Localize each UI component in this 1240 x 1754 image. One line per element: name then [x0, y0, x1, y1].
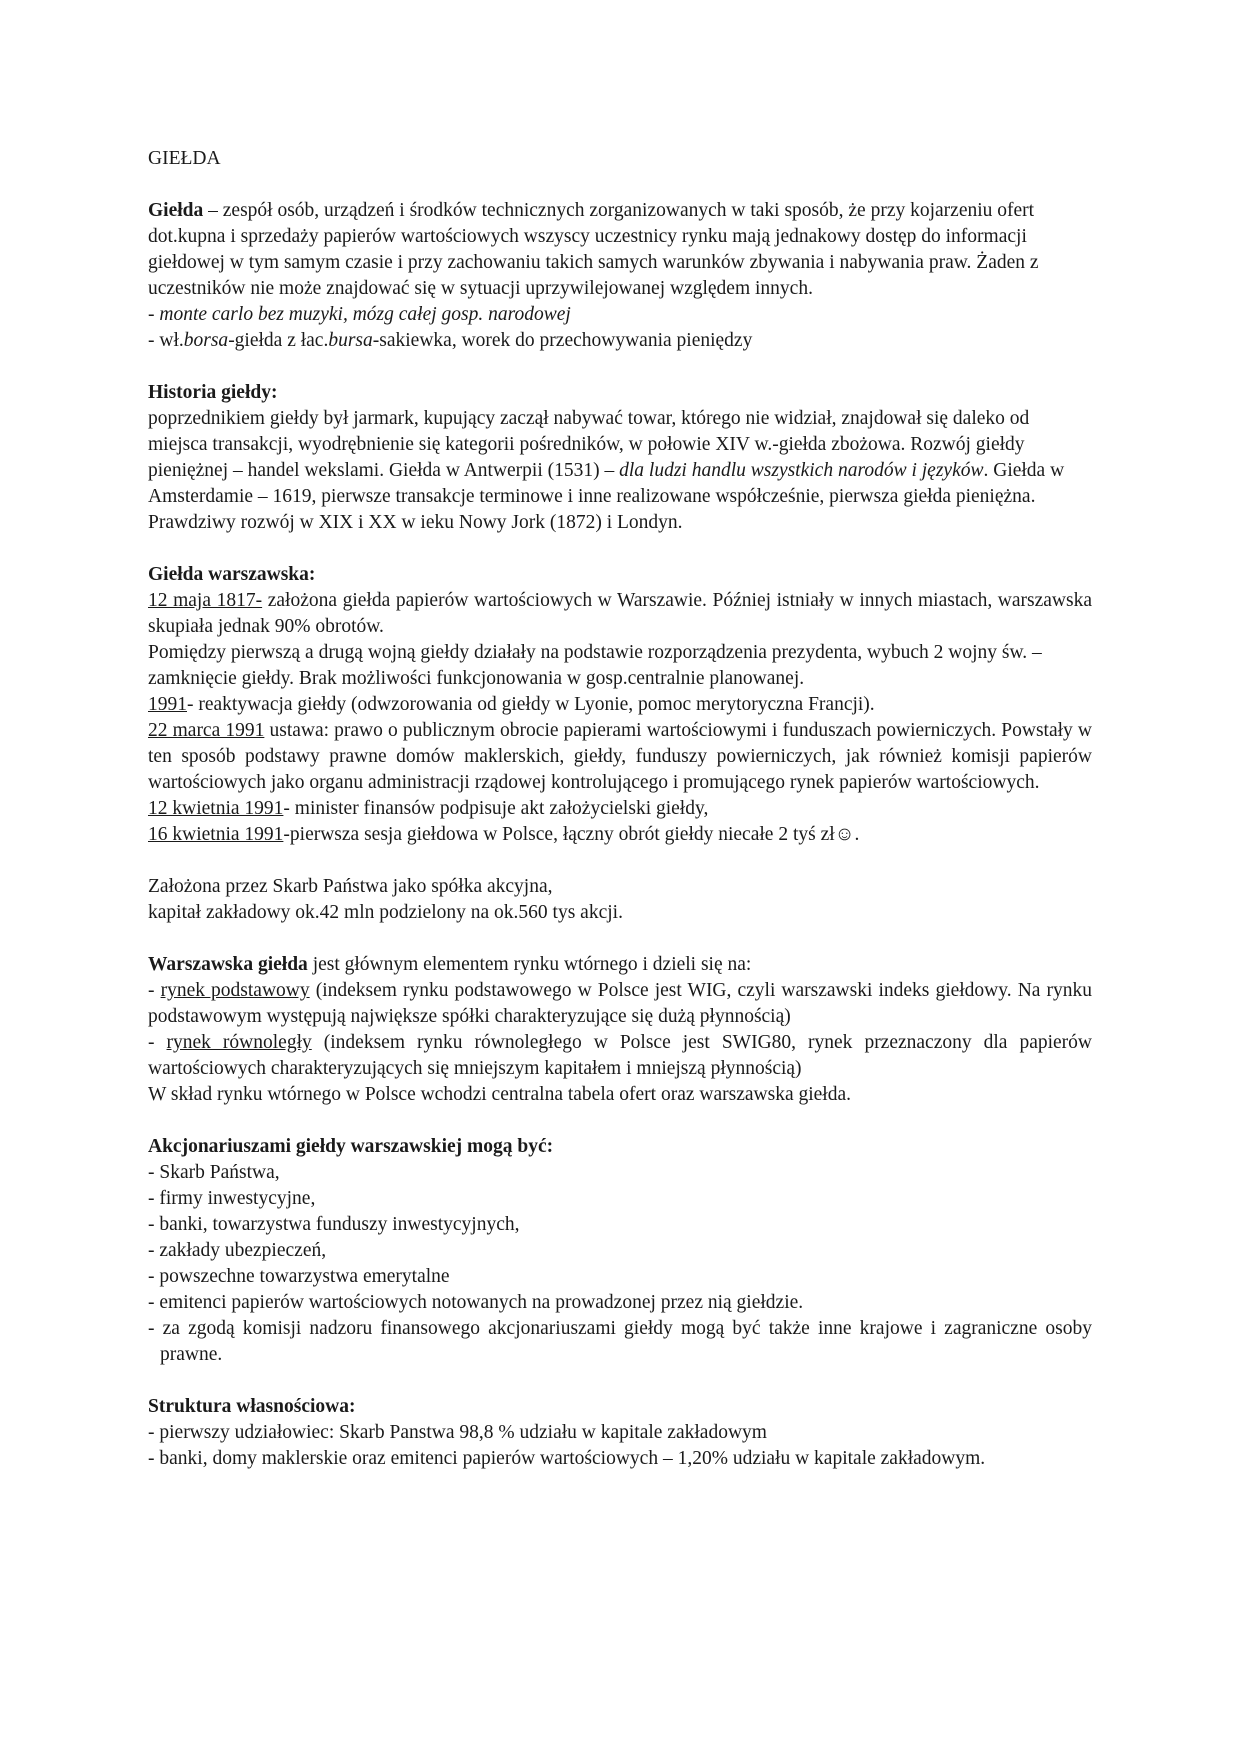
dash: -	[148, 980, 161, 1001]
warszawska-text: - reaktywacja giełdy (odwzorowania od giełdy w Lyonie, pomoc merytoryczna Francji).	[187, 694, 875, 715]
warszawska-text: założona giełda papierów wartościowych w Warszawie. Później istniały w innych miastach, warszawska skupiała jednak 90% obrotów.	[148, 590, 1093, 637]
list-item: - emitenci papierów wartościowych notowanych na prowadzonej przez nią giełdzie.	[148, 1292, 804, 1313]
list-item: - powszechne towarzystwa emerytalne	[148, 1266, 450, 1287]
akcjonariusze-heading: Akcjonariuszami giełdy warszawskiej mogą być:	[148, 1136, 554, 1157]
rynki-text: (indeksem rynku podstawowego w Polsce jest WIG, czyli warszawski indeks giełdowy. Na rynku podstawowym występują największe spółki charakteryzujące się dużą płynnością)	[148, 980, 1092, 1027]
warszawska-para-5	[148, 796, 1092, 822]
definition-line-1	[148, 302, 1092, 328]
date-16-kwietnia-1991: 16 kwietnia 1991	[148, 824, 284, 845]
date-12-kwietnia-1991: 12 kwietnia 1991	[148, 798, 284, 819]
historia-italic-quote: dla ludzi handlu wszystkich narodów i języków	[619, 460, 984, 481]
warszawska-para-3	[148, 692, 1092, 718]
list-item: - banki, domy maklerskie oraz emitenci papierów wartościowych – 1,20% udziału w kapitale zakładowym.	[148, 1448, 986, 1469]
definition-line-2	[148, 328, 1092, 354]
document-page	[148, 146, 1092, 1472]
rynki-closing: W skład rynku wtórnego w Polsce wchodzi centralna tabela ofert oraz warszawska giełda.	[148, 1084, 851, 1105]
definition-term: Giełda	[148, 200, 204, 221]
rynki-lead-bold: Warszawska giełda	[148, 954, 308, 975]
struktura-heading: Struktura własnościowa:	[148, 1396, 356, 1417]
warszawska-text: - minister finansów podpisuje akt założycielski giełdy,	[283, 798, 709, 819]
rynki-item-rownolegly	[148, 1030, 1092, 1082]
rynki-text: (indeksem rynku równoległego w Polsce jest SWIG80, rynek przeznaczony dla papierów wartościowych charakteryzujących się mniejszym kapitałem i mniejszą płynnością)	[148, 1032, 1093, 1079]
date-1817: 12 maja 1817-	[148, 590, 263, 611]
etymology-italic-bursa: bursa	[328, 330, 373, 351]
list-item: - za zgodą komisji nadzoru finansowego akcjonariuszami giełdy mogą być także inne krajowe i zagraniczne osoby prawne.	[148, 1318, 1092, 1365]
document-title: GIEŁDA	[148, 148, 221, 169]
etymology-part: -giełda z łac.	[228, 330, 329, 351]
warszawska-heading: Giełda warszawska:	[148, 564, 316, 585]
list-item: - pierwszy udziałowiec: Skarb Panstwa 98,8 % udziału w kapitale zakładowym	[148, 1422, 767, 1443]
etymology-part: - wł.	[148, 330, 184, 351]
warszawska-para-1	[148, 588, 1092, 640]
list-item: - Skarb Państwa,	[148, 1162, 280, 1183]
warszawska-para-6	[148, 822, 1092, 848]
zalozona-line-2: kapitał zakładowy ok.42 mln podzielony na ok.560 tys akcji.	[148, 902, 623, 923]
rynki-lead-text: jest głównym elementem rynku wtórnego i dzieli się na:	[307, 954, 752, 975]
warszawska-text: ustawa: prawo o publicznym obrocie papierami wartościowymi i funduszach powierniczych. Powstały w ten sposób podstawy prawne domów maklerskich, giełdy, funduszy powierniczych, jak również komisji papierów wartościowych jako organu administracji rządowej kontrolującego i promującego rynek papierów wartościowych.	[148, 720, 1092, 793]
historia-text: . Giełda w Amsterdamie – 1619, pierwsze transakcje terminowe i inne realizowane współcześnie, pierwsza giełda pieniężna. Prawdziwy rozwój w XIX i XX w ieku Nowy Jork (1872) i Londyn.	[148, 460, 1065, 533]
date-22-marca-1991: 22 marca 1991	[148, 720, 265, 741]
list-item: - firmy inwestycyjne,	[148, 1188, 316, 1209]
definition-paragraph	[148, 198, 1092, 302]
rynki-item-podstawowy	[148, 978, 1092, 1030]
dash: -	[148, 304, 160, 325]
etymology-italic-borsa: borsa	[183, 330, 229, 351]
date-1991: 1991	[148, 694, 187, 715]
warszawska-para-4	[148, 718, 1092, 796]
etymology-part: -sakiewka, worek do przechowywania pieniędzy	[372, 330, 753, 351]
warszawska-para-2: Pomiędzy pierwszą a drugą wojną giełdy działały na podstawie rozporządzenia prezydenta, wybuch 2 wojny św. – zamknięcie giełdy. Brak możliwości funkcjonowania w gosp.centralnie planowanej.	[148, 642, 1042, 689]
definition-text: – zespół osób, urządzeń i środków technicznych zorganizowanych w taki sposób, że przy kojarzeniu ofert dot.kupna i sprzedaży papierów wartościowych wszyscy uczestnicy rynku mają jednakowy dostęp do informacji giełdowej w tym samym czasie i przy zachowaniu takich samych warunków zbywania i nabywania praw. Żaden z uczestników nie może znajdować się w sytuacji uprzywilejowanej względem innych.	[148, 200, 1039, 299]
rynek-podstawowy-label: rynek podstawowy	[160, 980, 310, 1001]
rynki-lead	[148, 952, 1092, 978]
list-item: - zakłady ubezpieczeń,	[148, 1240, 327, 1261]
dash: -	[148, 1032, 167, 1053]
zalozona-line-1: Założona przez Skarb Państwa jako spółka akcyjna,	[148, 876, 553, 897]
historia-heading: Historia giełdy:	[148, 382, 278, 403]
historia-paragraph	[148, 406, 1092, 536]
historia-text: poprzednikiem giełdy był jarmark, kupujący zaczął nabywać towar, którego nie widział, znajdował się daleko od miejsca transakcji, wyodrębnienie się kategorii pośredników, w połowie XIV w.-giełda zbożowa. Rozwój giełdy pieniężnej – handel wekslami. Giełda w Antwerpii (1531) –	[148, 408, 1030, 481]
rynek-rownolegly-label: rynek równoległy	[166, 1032, 312, 1053]
definition-italic-quote: monte carlo bez muzyki, mózg całej gosp. narodowej	[159, 304, 571, 325]
list-item: - banki, towarzystwa funduszy inwestycyjnych,	[148, 1214, 520, 1235]
warszawska-text: -pierwsza sesja giełdowa w Polsce, łączny obrót giełdy niecałe 2 tyś zł☺.	[283, 824, 860, 845]
